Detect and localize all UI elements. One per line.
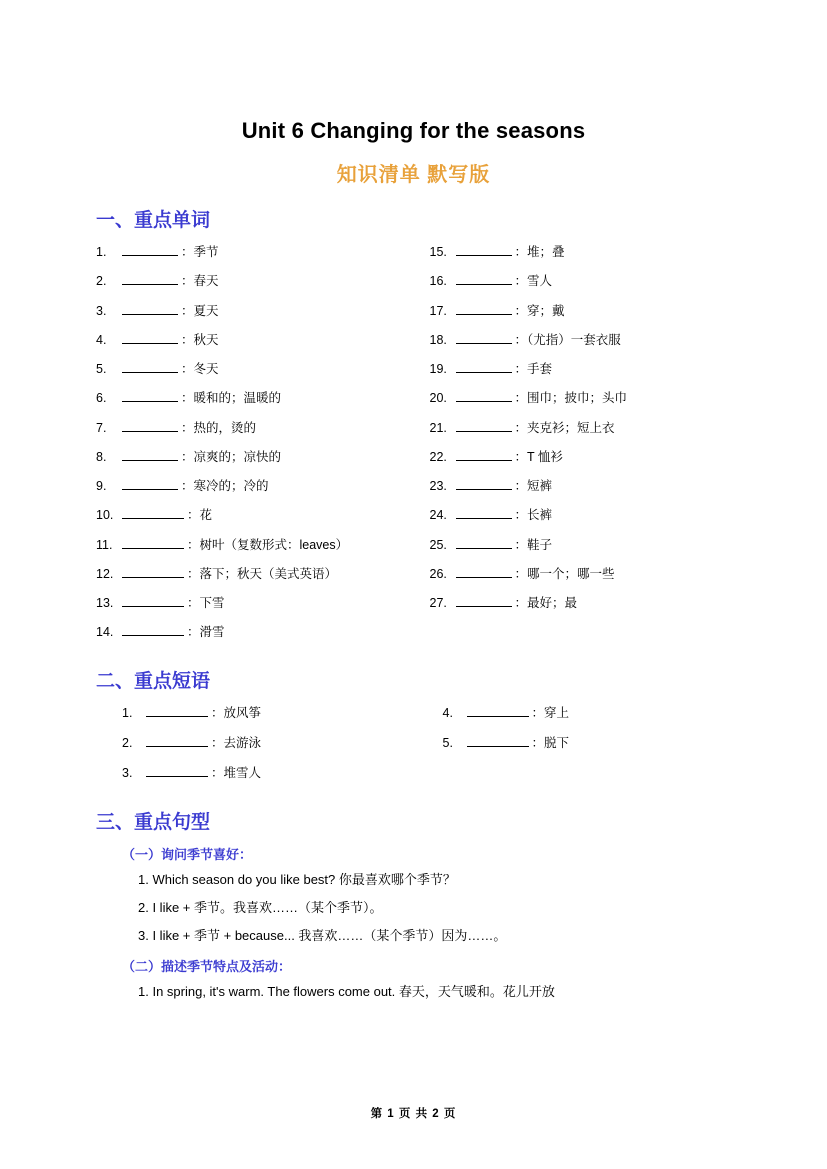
answer-blank[interactable]: [456, 359, 512, 373]
answer-blank[interactable]: [456, 505, 512, 519]
answer-blank[interactable]: [122, 418, 178, 432]
word-definition: ：季节: [181, 245, 219, 259]
word-row: [96, 622, 414, 640]
word-row: [96, 418, 414, 436]
word-number: 23.: [429, 479, 447, 493]
word-definition: ：（尤指）一套衣服: [514, 332, 621, 347]
phrase-definition: ：穿上: [531, 705, 570, 720]
word-definition: ：落下；秋天（美式英语）: [187, 566, 338, 581]
phrase-definition: ：脱下: [531, 735, 570, 750]
word-row: [96, 505, 414, 523]
word-definition: ：T 恤衫: [514, 449, 563, 464]
word-row: [96, 388, 414, 406]
answer-blank[interactable]: [146, 763, 208, 777]
word-row: [430, 505, 732, 523]
answer-blank[interactable]: [456, 388, 512, 402]
word-number: 16.: [429, 274, 447, 289]
word-number: 13.: [96, 596, 114, 610]
word-number: 11.: [96, 537, 113, 552]
word-row: [430, 330, 732, 348]
words-column-left: [96, 242, 414, 652]
word-definition: ：围巾；披巾；头巾: [514, 391, 628, 406]
word-number: 20.: [429, 391, 447, 406]
word-definition: ：鞋子: [514, 537, 553, 552]
word-number: 4.: [96, 332, 107, 347]
word-number: 6.: [96, 391, 107, 406]
word-number: 8.: [96, 449, 107, 464]
answer-blank[interactable]: [456, 301, 512, 315]
word-number: 18.: [429, 332, 447, 347]
phrase-row: [122, 763, 427, 781]
sentence-group: [96, 844, 731, 1001]
word-row: [430, 535, 732, 553]
word-row: [430, 359, 732, 377]
sentence-line: 1. Which season do you like best? 你最喜欢哪个季节？: [138, 871, 456, 887]
page-footer: 第 1 页 共 2 页: [370, 1108, 457, 1120]
word-row: [430, 447, 732, 465]
word-definition: ：树叶（复数形式：leaves）: [187, 537, 349, 552]
words-column-right: [414, 242, 732, 652]
answer-blank[interactable]: [456, 476, 512, 490]
phrase-number: 4.: [442, 705, 453, 720]
answer-blank[interactable]: [146, 703, 208, 717]
sentence-line: 3. I like + 季节 + because... 我喜欢……（某个季节）因为……。: [138, 928, 507, 943]
word-number: 2.: [96, 274, 107, 289]
section-heading-phrases: 二、重点短语: [96, 670, 211, 692]
answer-blank[interactable]: [122, 564, 184, 578]
word-definition: ：穿；戴: [514, 303, 565, 318]
word-number: 7.: [96, 420, 107, 435]
phrases-columns: [96, 703, 731, 793]
word-number: 17.: [429, 303, 447, 318]
word-row: [96, 564, 414, 582]
phrase-row: [443, 733, 732, 751]
word-definition: ：暖和的；温暖的: [181, 391, 282, 406]
answer-blank[interactable]: [146, 733, 208, 747]
answer-blank[interactable]: [122, 330, 178, 344]
phrase-number: 1.: [122, 705, 133, 720]
word-row: [96, 447, 414, 465]
word-number: 12.: [96, 566, 114, 581]
word-definition: ：堆；叠: [514, 245, 565, 259]
word-number: 27.: [429, 596, 447, 610]
phrase-number: 2.: [122, 735, 133, 750]
word-definition: ：夏天: [181, 303, 219, 318]
section-heading-sentences: 三、重点句型: [96, 811, 211, 833]
phrase-row: [443, 703, 732, 721]
phrase-definition: ：去游泳: [211, 735, 262, 750]
word-definition: ：哪一个；哪一些: [514, 566, 615, 581]
answer-blank[interactable]: [122, 271, 178, 285]
word-definition: ：夹克衫；短上衣: [514, 420, 615, 435]
answer-blank[interactable]: [467, 733, 529, 747]
word-number: 1.: [96, 245, 107, 259]
word-number: 14.: [96, 625, 114, 640]
word-number: 25.: [429, 537, 447, 552]
word-row: [430, 388, 732, 406]
word-row: [96, 359, 414, 377]
phrase-row: [122, 703, 427, 721]
phrase-number: 5.: [442, 735, 453, 750]
words-columns: [96, 242, 731, 652]
word-definition: ：秋天: [181, 332, 219, 347]
word-row: [96, 535, 414, 553]
word-definition: ：下雪: [187, 596, 225, 610]
word-definition: ：短裤: [514, 479, 553, 493]
answer-blank[interactable]: [122, 359, 178, 373]
word-row: [96, 476, 414, 494]
word-row: [430, 418, 732, 436]
answer-blank[interactable]: [122, 301, 178, 315]
word-row: [96, 301, 414, 319]
word-definition: ：长裤: [514, 508, 553, 523]
word-number: 19.: [429, 362, 447, 376]
phrase-definition: ：堆雪人: [211, 765, 262, 780]
answer-blank[interactable]: [456, 593, 512, 607]
answer-blank[interactable]: [456, 564, 512, 578]
word-definition: ：最好；最: [514, 596, 578, 610]
sentence-line: 1. In spring, it's warm. The flowers come out. 春天，天气暖和。花儿开放: [138, 984, 555, 1000]
answer-blank[interactable]: [456, 418, 512, 432]
word-row: [430, 476, 732, 494]
phrases-column-right: [427, 703, 732, 793]
sentence-subheading: （一）询问季节喜好：: [122, 846, 253, 862]
phrase-row: [122, 733, 427, 751]
sentence-subheading: （二）描述季节特点及活动：: [122, 959, 292, 975]
word-definition: ：热的，烫的: [181, 420, 257, 435]
word-row: [96, 271, 414, 289]
document-content: [96, 118, 731, 1013]
word-definition: ：花: [187, 508, 213, 523]
answer-blank[interactable]: [122, 388, 178, 402]
word-number: 24.: [429, 508, 447, 523]
phrase-definition: ：放风筝: [211, 705, 262, 720]
word-number: 15.: [429, 245, 447, 259]
word-number: 22.: [429, 449, 447, 464]
phrases-column-left: [122, 703, 427, 793]
answer-blank[interactable]: [456, 242, 512, 256]
answer-blank[interactable]: [122, 447, 178, 461]
answer-blank[interactable]: [467, 703, 529, 717]
phrase-number: 3.: [122, 765, 133, 780]
word-definition: ：滑雪: [187, 625, 225, 640]
answer-blank[interactable]: [122, 505, 184, 519]
section-heading-words: 一、重点单词: [96, 210, 211, 231]
word-row: [96, 330, 414, 348]
answer-blank[interactable]: [122, 593, 184, 607]
word-definition: ：手套: [514, 362, 553, 376]
answer-blank[interactable]: [456, 535, 512, 549]
word-definition: ：凉爽的；凉快的: [181, 449, 282, 464]
word-number: 21.: [429, 420, 447, 435]
page-subtitle: 知识清单 默写版: [336, 164, 491, 186]
answer-blank[interactable]: [122, 622, 184, 636]
answer-blank[interactable]: [456, 271, 512, 285]
page-title: Unit 6 Changing for the seasons: [241, 118, 586, 143]
word-row: [430, 242, 732, 260]
word-number: 5.: [96, 362, 107, 376]
word-number: 3.: [96, 303, 107, 318]
word-number: 26.: [429, 566, 447, 581]
word-row: [430, 564, 732, 582]
word-number: 10.: [96, 508, 114, 523]
word-definition: ：冬天: [181, 362, 219, 376]
word-row: [430, 301, 732, 319]
word-number: 9.: [96, 479, 107, 493]
answer-blank[interactable]: [456, 330, 512, 344]
word-row: [430, 593, 732, 611]
word-definition: ：寒冷的；冷的: [181, 479, 269, 493]
word-row: [430, 271, 732, 289]
word-definition: ：春天: [181, 274, 219, 289]
answer-blank[interactable]: [122, 535, 184, 549]
word-row: [96, 593, 414, 611]
sentence-line: 2. I like + 季节。我喜欢……（某个季节）。: [138, 899, 383, 915]
word-definition: ：雪人: [514, 274, 553, 289]
answer-blank[interactable]: [456, 447, 512, 461]
answer-blank[interactable]: [122, 476, 178, 490]
word-row: [96, 242, 414, 260]
answer-blank[interactable]: [122, 242, 178, 256]
